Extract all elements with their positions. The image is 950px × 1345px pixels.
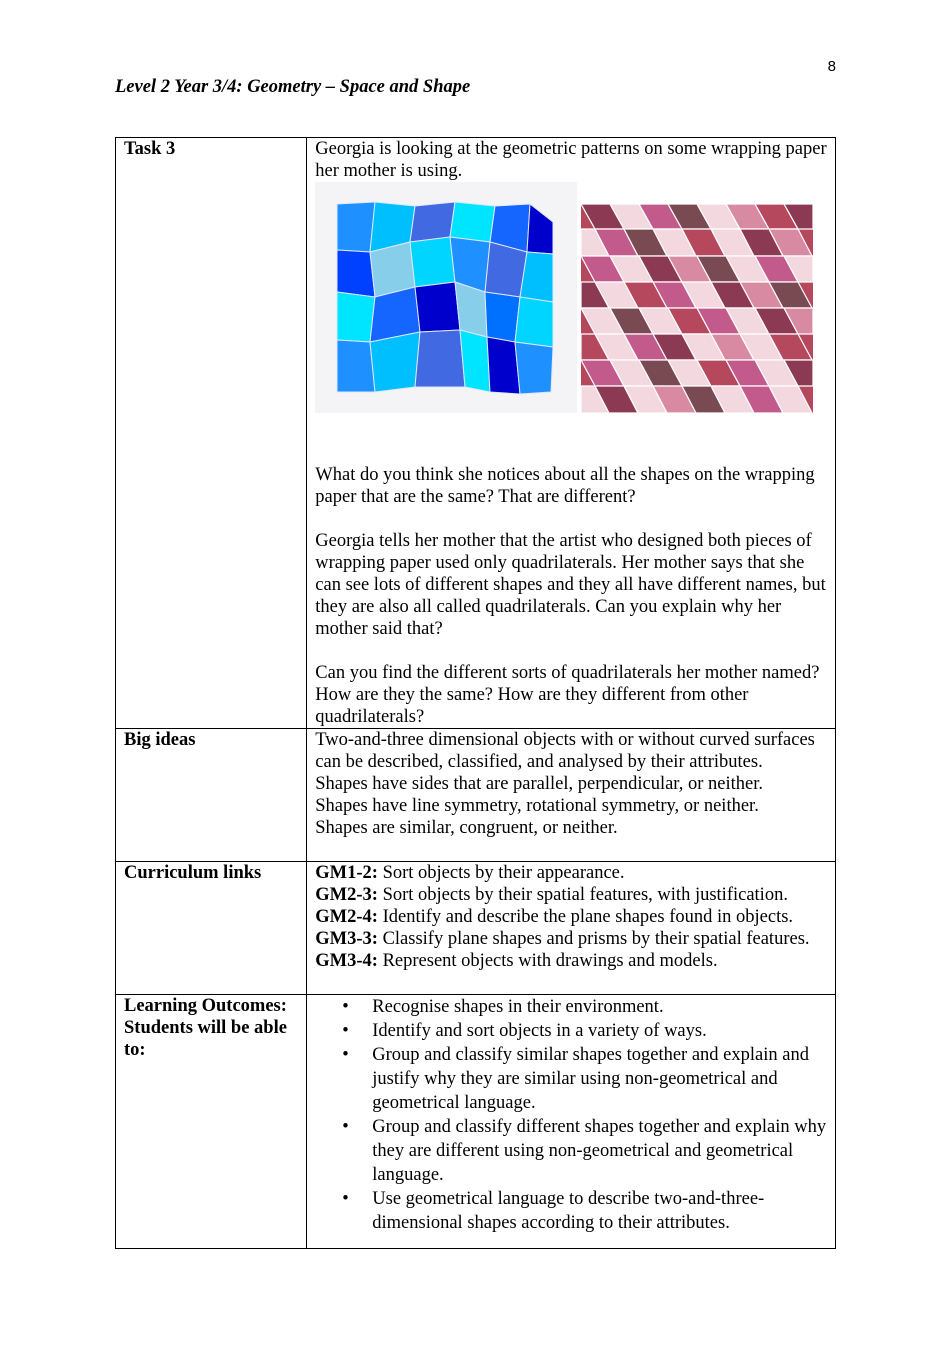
learning-outcomes-label: Learning Outcomes: Students will be able to: (116, 995, 307, 1249)
blue-quadrilateral-pattern-image (315, 182, 577, 413)
curriculum-code: GM3-4: (315, 951, 378, 971)
curriculum-link (315, 862, 827, 884)
curriculum-link (315, 906, 827, 928)
outcome-item: • Use geometrical language to describe two-and-three-dimensional shapes according to their attributes. (315, 1187, 827, 1235)
curriculum-code: GM3-3: (315, 929, 378, 949)
curriculum-text: Represent objects with drawings and models. (377, 951, 718, 971)
task-question-3: Can you find the different sorts of quadrilaterals her mother named? How are they the same? How are they different from other quadrilaterals? (315, 663, 820, 727)
pink-star-quadrilateral-pattern-image (581, 204, 813, 413)
curriculum-text: Sort objects by their appearance. (377, 863, 625, 883)
task-label: Task 3 (116, 138, 307, 729)
curriculum-links-label: Curriculum links (116, 862, 307, 995)
big-idea-line: Shapes have sides that are parallel, perpendicular, or neither. (315, 774, 763, 794)
learning-outcomes-row (116, 995, 836, 1249)
curriculum-text: Identify and describe the plane shapes found in objects. (377, 907, 794, 927)
task-table (115, 137, 836, 1249)
curriculum-code: GM1-2: (315, 863, 378, 883)
big-ideas-content (307, 729, 836, 862)
wrapping-paper-images (315, 182, 827, 442)
learning-outcomes-content (307, 995, 836, 1249)
outcome-item: • Group and classify similar shapes together and explain and justify why they are similar using non-geometrical and geometrical language. (315, 1043, 827, 1115)
task-content (307, 138, 836, 729)
big-ideas-row (116, 729, 836, 862)
outcome-item: • Group and classify different shapes together and explain why they are different using non-geometrical and geometrical language. (315, 1115, 827, 1187)
learning-outcomes-list (315, 995, 827, 1235)
page-number: 8 (827, 58, 836, 75)
curriculum-code: GM2-4: (315, 907, 378, 927)
outcome-item: • Identify and sort objects in a variety of ways. (315, 1019, 827, 1043)
curriculum-text: Sort objects by their spatial features, with justification. (377, 885, 788, 905)
curriculum-link (315, 928, 827, 950)
task-row (116, 138, 836, 729)
big-idea-line: Shapes are similar, congruent, or neither. (315, 818, 618, 838)
curriculum-text: Classify plane shapes and prisms by their spatial features. (377, 929, 810, 949)
outcome-item: • Recognise shapes in their environment. (315, 995, 827, 1019)
curriculum-code: GM2-3: (315, 885, 378, 905)
curriculum-links-content (307, 862, 836, 995)
task-question-2: Georgia tells her mother that the artist who designed both pieces of wrapping paper used only quadrilaterals. Her mother says that she can see lots of different shapes and they all have different names, but they are also all called quadrilaterals. Can you explain why her mother said that? (315, 531, 826, 639)
curriculum-link (315, 884, 827, 906)
task-intro: Georgia is looking at the geometric patterns on some wrapping paper her mother is using. (315, 139, 827, 181)
big-idea-line: Shapes have line symmetry, rotational symmetry, or neither. (315, 796, 759, 816)
document-header: Level 2 Year 3/4: Geometry – Space and Shape (115, 77, 471, 97)
curriculum-links-row (116, 862, 836, 995)
big-idea-line: Two-and-three dimensional objects with or without curved surfaces can be described, classified, and analysed by their attributes. (315, 730, 815, 772)
curriculum-link (315, 950, 827, 972)
big-ideas-label: Big ideas (116, 729, 307, 862)
task-question-1: What do you think she notices about all the shapes on the wrapping paper that are the same? That are different? (315, 465, 815, 507)
